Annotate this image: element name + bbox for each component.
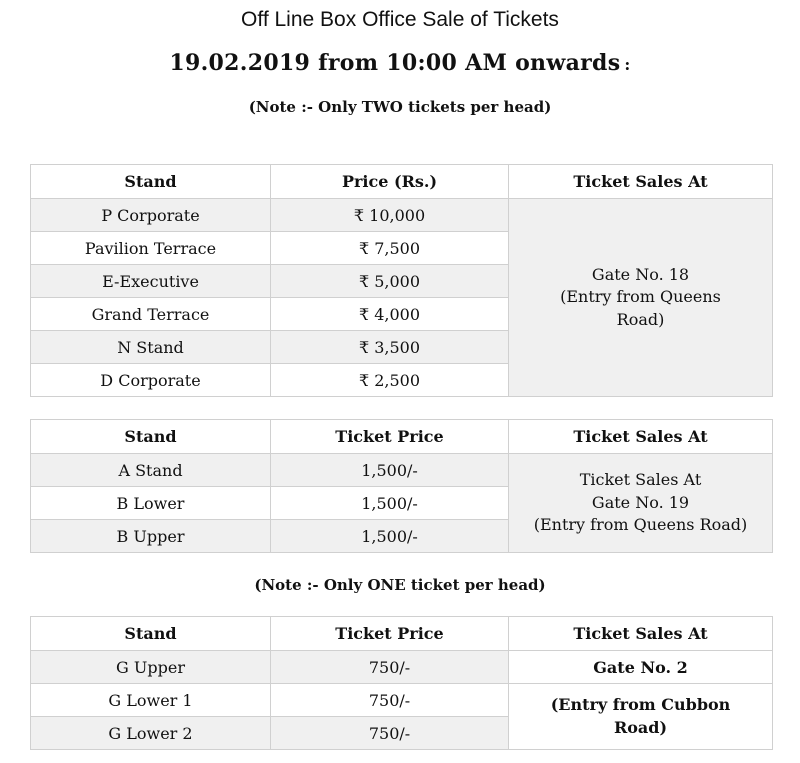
column-header-price: Ticket Price <box>271 420 509 454</box>
stand-cell: A Stand <box>31 454 271 487</box>
table-row <box>31 651 773 684</box>
location-line: Gate No. 18 <box>591 264 690 284</box>
price-cell: 750/- <box>271 717 509 750</box>
price-cell: 1,500/- <box>271 454 509 487</box>
table-header-row <box>31 617 773 651</box>
column-header-stand: Stand <box>31 165 271 199</box>
location-line: (Entry from Queens <box>560 287 721 307</box>
location-line: Road) <box>616 309 665 329</box>
sale-date-colon: : <box>624 55 631 74</box>
column-header-stand: Stand <box>31 420 271 454</box>
location-line: Ticket Sales At <box>579 470 702 490</box>
ticket-table-stands <box>30 419 773 553</box>
sale-date-heading <box>0 50 800 76</box>
note-one-ticket: (Note :- Only ONE ticket per head) <box>254 576 546 594</box>
price-cell: ₹ 4,000 <box>271 298 509 331</box>
table-row <box>31 684 773 717</box>
ticket-table-premium <box>30 164 773 397</box>
sale-date-text: 19.02.2019 from 10:00 AM onwards <box>169 50 621 76</box>
stand-cell: G Lower 1 <box>31 684 271 717</box>
price-cell: ₹ 3,500 <box>271 331 509 364</box>
table-header-row <box>31 420 773 454</box>
stand-cell: Pavilion Terrace <box>31 232 271 265</box>
stand-cell: E-Executive <box>31 265 271 298</box>
stand-cell: N Stand <box>31 331 271 364</box>
sales-location-cell <box>509 454 773 553</box>
price-cell: ₹ 2,500 <box>271 364 509 397</box>
column-header-stand: Stand <box>31 617 271 651</box>
location-line: (Entry from Queens Road) <box>533 515 748 535</box>
table-row <box>31 199 773 232</box>
page-title: Off Line Box Office Sale of Tickets <box>241 8 559 31</box>
location-line: Gate No. 19 <box>591 492 690 512</box>
stand-cell: D Corporate <box>31 364 271 397</box>
column-header-sales-at: Ticket Sales At <box>509 617 773 651</box>
price-cell: ₹ 5,000 <box>271 265 509 298</box>
stand-cell: G Upper <box>31 651 271 684</box>
table-header-row <box>31 165 773 199</box>
price-cell: 1,500/- <box>271 520 509 553</box>
stand-cell: Grand Terrace <box>31 298 271 331</box>
sales-location-cell <box>509 684 773 750</box>
stand-cell: B Upper <box>31 520 271 553</box>
price-cell: 1,500/- <box>271 487 509 520</box>
price-cell: ₹ 10,000 <box>271 199 509 232</box>
column-header-sales-at: Ticket Sales At <box>509 165 773 199</box>
note-two-tickets: (Note :- Only TWO tickets per head) <box>248 98 552 116</box>
price-cell: ₹ 7,500 <box>271 232 509 265</box>
stand-cell: G Lower 2 <box>31 717 271 750</box>
sales-location-cell <box>509 199 773 397</box>
price-cell: 750/- <box>271 651 509 684</box>
ticket-table-g-stands <box>30 616 773 750</box>
column-header-price: Price (Rs.) <box>271 165 509 199</box>
stand-cell: B Lower <box>31 487 271 520</box>
table-row <box>31 454 773 487</box>
location-line: Road) <box>613 717 668 737</box>
stand-cell: P Corporate <box>31 199 271 232</box>
column-header-price: Ticket Price <box>271 617 509 651</box>
gate-cell: Gate No. 2 <box>509 651 773 684</box>
location-line: (Entry from Cubbon <box>550 695 731 715</box>
price-cell: 750/- <box>271 684 509 717</box>
column-header-sales-at: Ticket Sales At <box>509 420 773 454</box>
